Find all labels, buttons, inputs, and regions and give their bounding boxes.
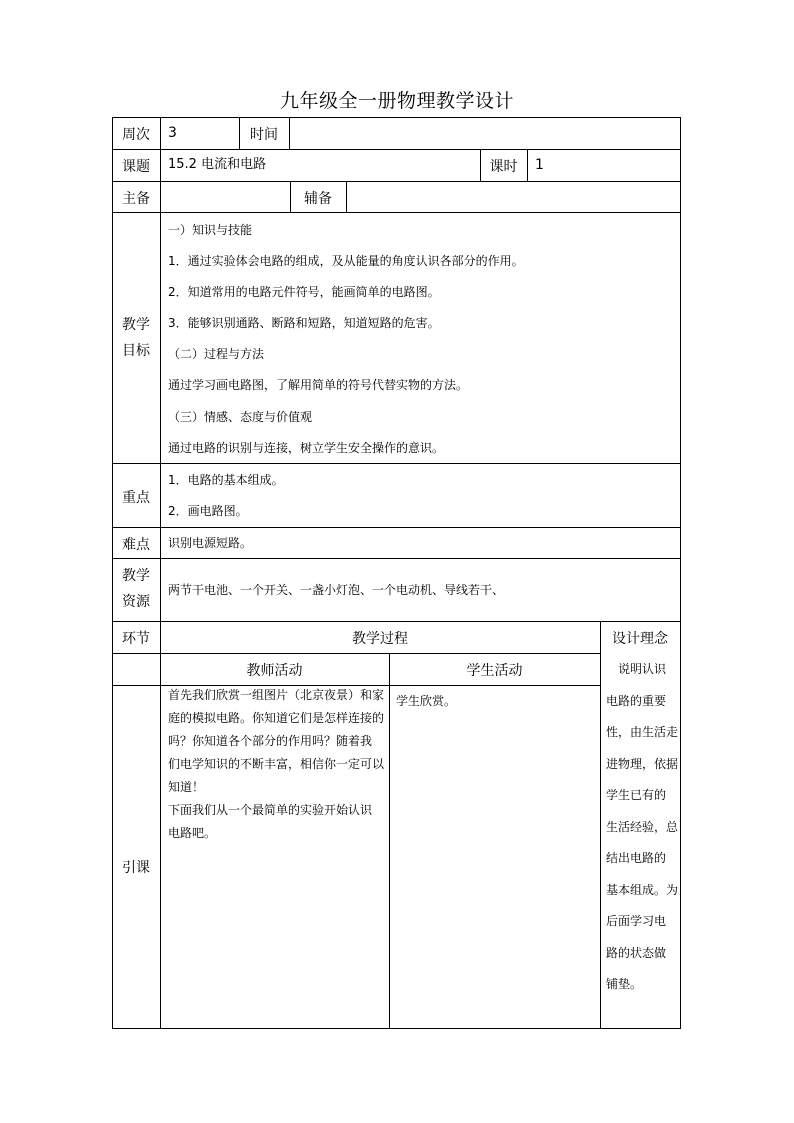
column-divider (289, 117, 290, 149)
concept-line-8: 基本组成。为 (606, 882, 679, 897)
objectives-label-line-1: 教学 (122, 317, 150, 333)
teacher-line-2: 庭的模拟电路。你知道它们是怎样连接的 (168, 711, 385, 725)
key-point-line-2: 2．画电路图。 (168, 504, 248, 518)
teacher-activity-header: 教师活动 (246, 663, 303, 679)
teacher-line-6: 下面我们从一个最简单的实验开始认识 (168, 803, 373, 817)
objective-line-5: （二）过程与方法 (168, 347, 265, 361)
concept-header: 设计理念 (612, 631, 668, 647)
objective-line-8: 通过电路的识别与连接，树立学生安全操作的意识。 (168, 441, 445, 455)
section-header: 环节 (122, 631, 150, 647)
row-divider (112, 558, 681, 559)
row-divider (112, 181, 681, 182)
document-title: 九年级全一册物理教学设计 (279, 90, 514, 112)
concept-line-11: 铺垫。 (606, 977, 643, 991)
process-header: 教学过程 (352, 631, 408, 647)
intro-section-label: 引课 (122, 860, 150, 876)
row-divider (112, 463, 681, 464)
objective-line-3: 2．知道常用的电路元件符号，能画简单的电路图。 (168, 285, 440, 299)
concept-line-9: 后面学习电 (606, 914, 667, 928)
teacher-line-4: 们电学知识的不断丰富，相信你一定可以 (168, 757, 385, 771)
objective-line-6: 通过学习画电路图，了解用简单的符号代替实物的方法。 (168, 378, 469, 392)
concept-line-6: 生活经验，总 (606, 819, 679, 834)
hours-label: 课时 (489, 159, 518, 175)
column-divider (527, 149, 528, 181)
table-border-bottom (112, 1028, 681, 1029)
column-divider (160, 212, 161, 1029)
resources-text: 两节干电池、一个开关、一盏小灯泡、一个电动机、导线若干、 (168, 583, 505, 597)
row-divider (112, 621, 681, 622)
assistant-preparer-label: 辅备 (304, 191, 332, 207)
column-divider (600, 621, 601, 1028)
topic-value: 15.2 电流和电路 (168, 157, 267, 172)
concept-line-2: 电路的重要 (606, 693, 667, 708)
topic-label: 课题 (122, 159, 150, 175)
teacher-line-1: 首先我们欣赏一组图片（北京夜景）和家 (168, 688, 385, 702)
key-point-line-1: 1．电路的基本组成。 (168, 473, 284, 487)
teacher-line-5: 知道！ (168, 780, 205, 794)
row-divider (112, 653, 600, 654)
resources-label-line-2: 资源 (122, 594, 150, 610)
resources-label-line-1: 教学 (122, 568, 150, 584)
objective-line-4: 3．能够识别通路、断路和短路，知道短路的危害。 (168, 316, 440, 330)
objective-line-7: （三）情感、态度与价值观 (168, 410, 313, 424)
concept-line-10: 路的状态做 (606, 945, 667, 960)
teacher-line-3: 吗？你知道各个部分的作用吗？随着我 (168, 734, 373, 748)
table-border-top (112, 117, 681, 118)
design-concept-text (606, 654, 678, 1001)
lead-preparer-label: 主备 (122, 191, 150, 207)
row-divider (112, 527, 681, 528)
concept-line-4: 进物理，依据 (606, 756, 679, 771)
objectives-label-line-2: 目标 (122, 343, 150, 359)
teacher-line-7: 电路吧。 (168, 826, 217, 840)
key-points-label: 重点 (122, 490, 150, 506)
column-divider (346, 181, 347, 212)
concept-line-7: 结出电路的 (606, 851, 667, 865)
hours-value: 1 (535, 157, 544, 173)
table-border-right (680, 117, 681, 1029)
column-divider (389, 653, 390, 1028)
concept-line-3: 性，由生活走 (606, 725, 679, 739)
objectives-label (112, 312, 160, 364)
column-divider (160, 117, 161, 213)
concept-line-5: 学生已有的 (606, 788, 667, 802)
student-activity-text: 学生欣赏。 (396, 694, 457, 708)
difficulty-label: 难点 (122, 537, 150, 553)
resources-label (112, 563, 160, 615)
teacher-activity-text (168, 684, 386, 845)
week-value: 3 (168, 125, 177, 141)
row-divider (112, 149, 681, 150)
time-label: 时间 (250, 127, 278, 143)
student-activity-header: 学生活动 (466, 663, 523, 679)
difficulty-text: 识别电源短路。 (168, 536, 253, 550)
concept-line-1: 说明认识 (618, 662, 667, 676)
objective-line-1: 一）知识与技能 (168, 223, 253, 237)
week-label: 周次 (122, 127, 150, 143)
row-divider (112, 212, 681, 213)
objective-line-2: 1．通过实验体会电路的组成，及从能量的角度认识各部分的作用。 (168, 254, 524, 268)
